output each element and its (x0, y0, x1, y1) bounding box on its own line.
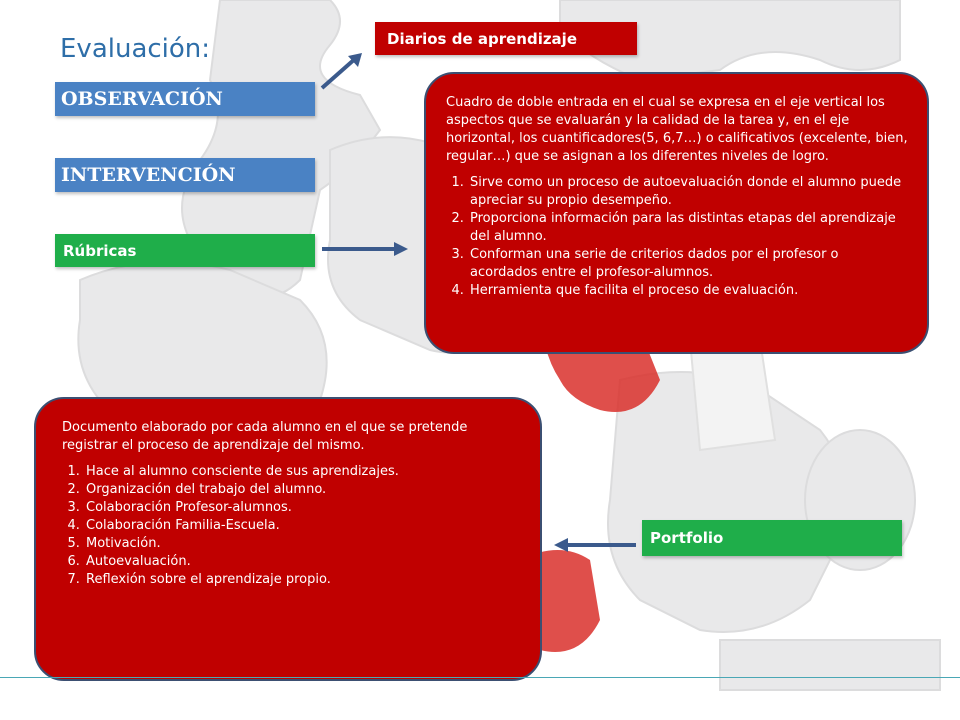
rubricas-label: Rúbricas (63, 241, 137, 260)
list-item: 2. Organización del trabajo del alumno. (84, 481, 522, 499)
diarios-label: Diarios de aprendizaje (387, 29, 577, 48)
arrow-to-rubricas-card-icon (320, 240, 410, 258)
diarios-bar (375, 22, 637, 55)
rubricas-list (446, 174, 909, 300)
observacion-label: OBSERVACIÓN (61, 88, 223, 110)
list-item: 2. Proporciona información para las distintas etapas del aprendizaje del alumno. (468, 210, 909, 246)
intervencion-bar (55, 158, 315, 192)
list-item: 4. Herramienta que facilita el proceso de evaluación. (468, 282, 909, 300)
rubricas-intro: Cuadro de doble entrada en el cual se expresa en el eje vertical los aspectos que se evaluarán y la calidad de la tarea y, en el eje horizontal, los cuantificadores(5, 6,7…) o calificativos (excelente, bien, regular…) que se asignan a los diferentes niveles de logro. (446, 95, 908, 164)
portfolio-list (62, 463, 522, 589)
list-item: 1. Sirve como un proceso de autoevaluación donde el alumno puede apreciar su propio desempeño. (468, 174, 909, 210)
arrow-to-diarios-icon (318, 50, 368, 92)
list-item: 3. Colaboración Profesor-alumnos. (84, 499, 522, 517)
observacion-bar (55, 82, 315, 116)
list-item: 3. Conforman una serie de criterios dados por el profesor o acordados entre el profesor-alumnos. (468, 246, 909, 282)
list-item: 5. Motivación. (84, 535, 522, 553)
rubricas-bar (55, 234, 315, 267)
page-title: Evaluación: (60, 34, 211, 64)
list-item: 7. Reflexión sobre el aprendizaje propio. (84, 571, 522, 589)
portfolio-label: Portfolio (650, 529, 724, 547)
rubricas-description-card (424, 72, 929, 354)
portfolio-bar (642, 520, 902, 556)
portfolio-intro: Documento elaborado por cada alumno en el que se pretende registrar el proceso de aprendizaje del mismo. (62, 420, 468, 453)
list-item: 6. Autoevaluación. (84, 553, 522, 571)
list-item: 1. Hace al alumno consciente de sus aprendizajes. (84, 463, 522, 481)
arrow-to-portfolio-card-icon (552, 536, 638, 554)
list-item: 4. Colaboración Familia-Escuela. (84, 517, 522, 535)
footer-divider (0, 677, 960, 678)
portfolio-description-card (34, 397, 542, 681)
intervencion-label: INTERVENCIÓN (61, 164, 236, 186)
